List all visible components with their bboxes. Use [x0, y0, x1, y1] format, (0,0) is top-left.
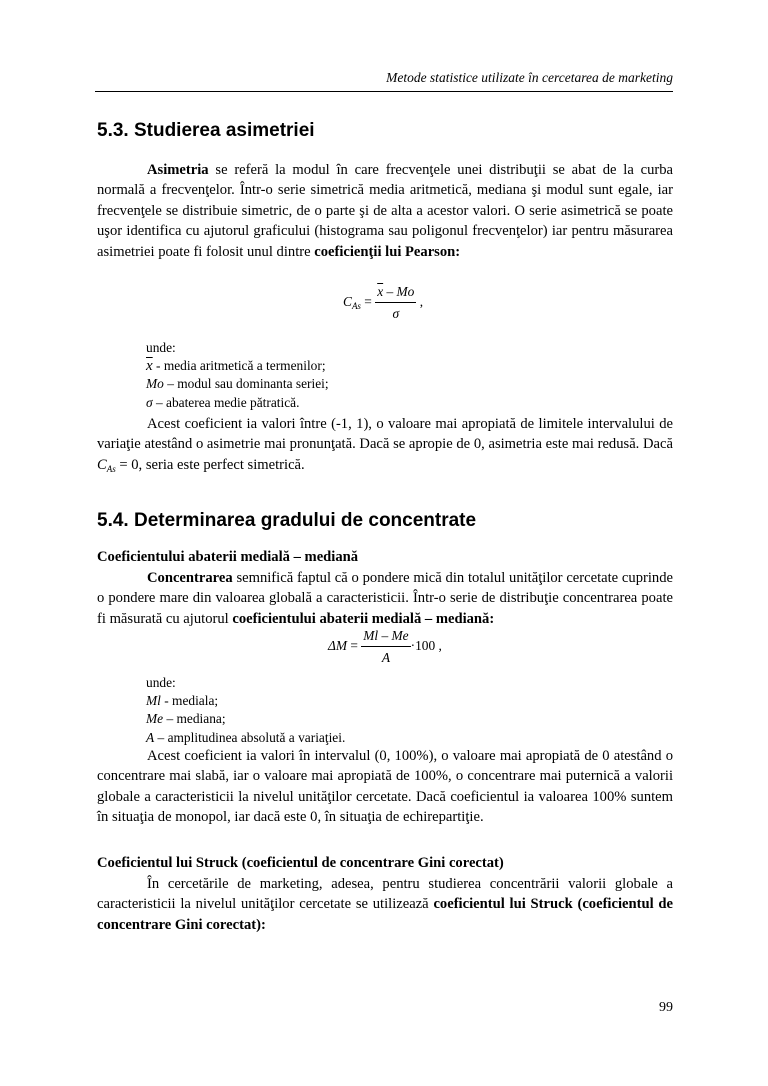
- concentration-text: semnifică faptul că o pondere mică din totalul unităţilor cercetate cuprinde o pondere mare din valoarea globală a caracteristicii. Într-o serie de distribuţie concentrarea poate fi măsurată cu ajutorul: [97, 570, 673, 627]
- mean-symbol: $\overline{x}$: [377, 284, 384, 299]
- def-symbol: Ml: [146, 693, 161, 709]
- page-number: 99: [659, 1000, 673, 1015]
- pearson-formula: [343, 284, 423, 322]
- section-title-5-4: 5.4. Determinarea gradului de concentrate: [97, 510, 477, 531]
- range-text-1: Acest coeficient ia valori între (-1, 1), o valoare mai apropiată de limitele intervalului de variaţie atestând o asimetrie mai pronunţată. Dacă se apropie de 0, asimetria este mai redusă. Dacă: [97, 416, 673, 453]
- def-symbol: Me: [146, 711, 164, 727]
- def-symbol: σ: [146, 394, 153, 410]
- struck-text: În cercetările de marketing, adesea, pentru studierea concentrării valorii globale a caracteristicii la nivelul unităţilor cercetate se utilizează: [97, 876, 673, 913]
- medial-range-text: Acest coeficient ia valori în intervalul (0, 100%), o valoare mai apropiată de 0 atestând o concentrare mai slabă, iar o valoare mai apropiată de 100%, o concentrare mai puternică a valorii globale a caracteristicii la nivelul unităţilor cercetate. Dacă coeficientul ia valoarea 100% suntem în situaţia de monopol, iar dacă este 0, în situaţia de echirepartiţie.: [97, 748, 673, 826]
- cas-symbol: C: [97, 456, 107, 473]
- unde-label: unde:: [146, 675, 176, 690]
- term-asimetria: Asimetria: [147, 162, 209, 178]
- formula-fraction: [375, 284, 416, 322]
- def-desc: – modul sau dominanta seriei;: [163, 376, 329, 392]
- def-desc: – amplitudinea absolută a variaţiei.: [154, 729, 346, 745]
- term-pearson: coeficienţii lui Pearson:: [314, 243, 461, 260]
- medial-definitions: [146, 674, 345, 747]
- running-header: Metode statistice utilizate în cercetarea de marketing: [95, 70, 673, 92]
- formula-tail: ·100 ,: [410, 638, 442, 654]
- asymmetry-text: se referă la modul în care frecvenţele unei distribuţii se abat de la curba normală a frecvenţelor. Într-o serie simetrică media aritmetică, mediana şi modul sunt egale, iar frecvenţele se distribuie simetric, de o parte şi de alta a acestor valori. O serie asimetrică se poate uşor identifica cu ajutorul graficului (histograma sau poligonul frecvenţelor) iar pentru măsurarea asimetriei poate fi folosit unul dintre: [97, 162, 673, 260]
- definition-item: [146, 357, 329, 375]
- def-desc: – mediana;: [163, 711, 226, 727]
- pearson-definitions: [146, 339, 329, 412]
- formula-lhs: C: [343, 294, 352, 310]
- definition-item: [146, 692, 345, 710]
- unde-label: unde:: [146, 340, 176, 355]
- formula-eq: =: [347, 638, 362, 654]
- def-symbol: A: [146, 729, 155, 745]
- coefficient-range-paragraph: [97, 414, 673, 479]
- section-title-5-3: 5.3. Studierea asimetriei: [97, 120, 315, 141]
- formula-lhs: ΔM: [328, 638, 348, 654]
- formula-fraction: [361, 628, 410, 666]
- cas-sub: As: [106, 463, 116, 474]
- numerator-rest: – Mo: [383, 284, 415, 299]
- formula-numerator: Ml – Me: [361, 628, 410, 647]
- formula-denominator: σ: [392, 306, 400, 321]
- def-symbol: Mo: [146, 376, 164, 392]
- formula-tail: ,: [416, 294, 424, 310]
- term-coefficient: coeficientului abaterii medială – mediană:: [232, 610, 495, 627]
- def-symbol: $\overline{x}$: [146, 358, 153, 375]
- concentration-paragraph: [97, 568, 673, 629]
- formula-lhs-sub: As: [351, 301, 361, 312]
- asymmetry-paragraph: [97, 160, 673, 262]
- term-concentrarea: Concentrarea: [147, 570, 233, 586]
- def-desc: - media aritmetică a termenilor;: [152, 358, 326, 374]
- subheading-medial-median: Coeficientului abaterii medială – mediană: [97, 549, 359, 565]
- formula-denominator: A: [381, 650, 391, 665]
- def-desc: - mediala;: [160, 693, 219, 709]
- struck-paragraph: [97, 874, 673, 935]
- range-text-2: = 0, seria este perfect simetrică.: [115, 456, 305, 473]
- def-desc: – abaterea medie pătratică.: [152, 394, 300, 410]
- subheading-struck: Coeficientul lui Struck (coeficientul de concentrare Gini corectat): [97, 855, 504, 871]
- formula-eq: =: [360, 294, 376, 310]
- medial-median-formula: [328, 628, 442, 666]
- formula-numerator: [375, 284, 416, 303]
- definition-item: [146, 710, 345, 728]
- definition-item: [146, 729, 345, 747]
- term-struck: coeficientul lui Struck (coeficientul de concentrare Gini corectat):: [97, 896, 673, 933]
- medial-range-paragraph: [97, 746, 673, 828]
- definition-item: [146, 375, 329, 393]
- definition-item: [146, 394, 329, 412]
